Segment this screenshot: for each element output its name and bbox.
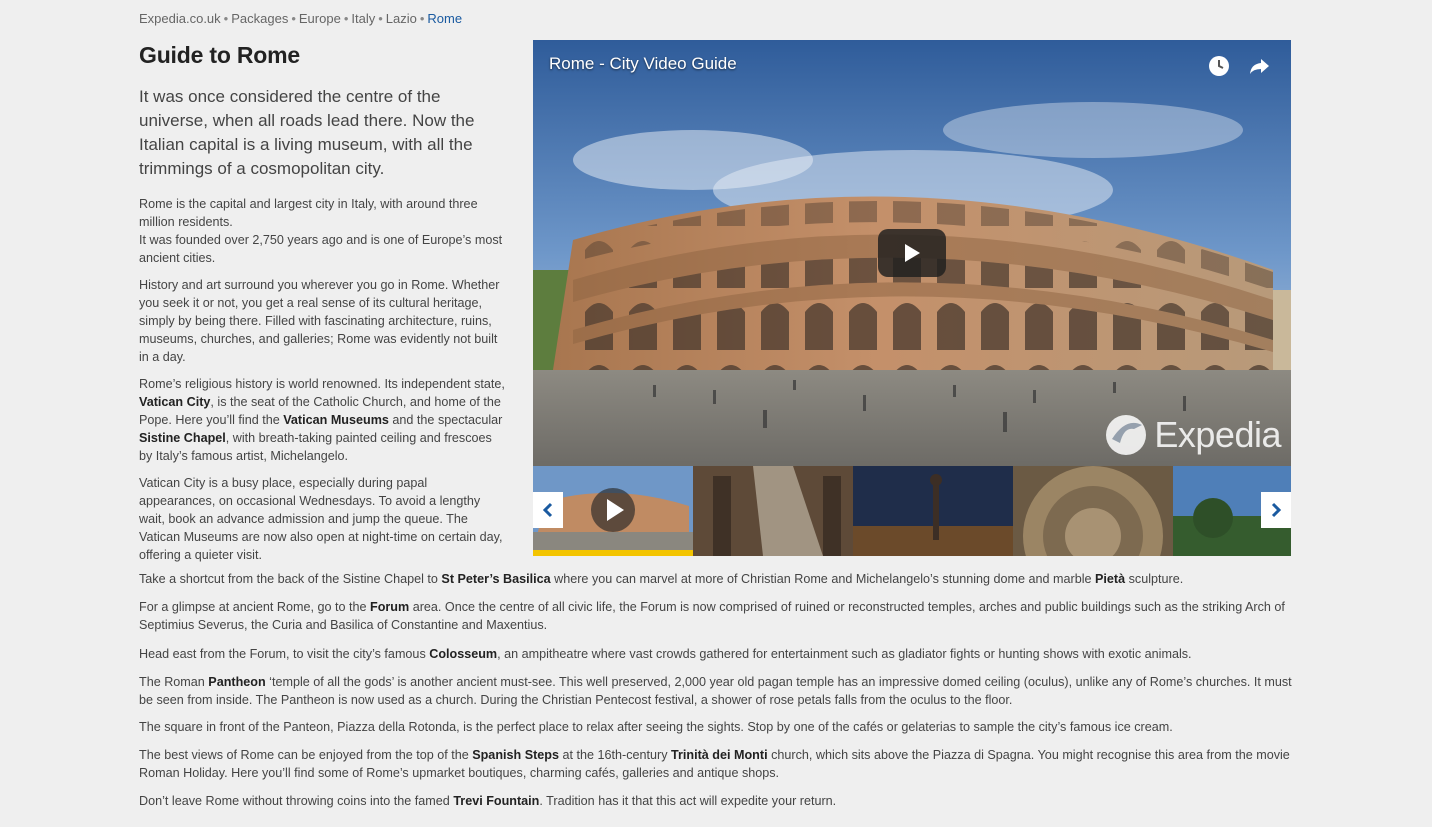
share-icon[interactable] [1247, 54, 1271, 78]
breadcrumb-link-italy[interactable]: Italy [351, 11, 376, 26]
breadcrumb-link-expedia[interactable]: Expedia.co.uk [139, 11, 221, 26]
text-span: Rome’s religious history is world renowned. Its independent state, [139, 377, 505, 391]
paragraph-intro [139, 195, 505, 267]
paragraph-spanish-steps [139, 746, 1294, 782]
paragraph-piazza-rotonda [139, 718, 1294, 736]
paragraph-pantheon [139, 673, 1294, 709]
video-title[interactable]: Rome - City Video Guide [549, 54, 737, 73]
text-span: and the spectacular [388, 413, 503, 427]
brand-logo [1104, 410, 1281, 460]
text-span: sculpture. [1125, 572, 1184, 586]
breadcrumb-separator: • [378, 11, 383, 26]
text-span: For a glimpse at ancient Rome, go to the [139, 600, 371, 614]
paragraph-trevi [139, 792, 1294, 810]
brand-logo-text: Expedia [1154, 414, 1281, 455]
highlight-pantheon: Pantheon [208, 675, 266, 689]
paragraph-st-peters [139, 570, 1294, 588]
paragraph-colosseum [139, 645, 1294, 663]
video-player[interactable] [533, 40, 1291, 466]
highlight-spanish-steps: Spanish Steps [472, 748, 559, 762]
highlight-colosseum: Colosseum [429, 647, 498, 661]
page-title: Guide to Rome [139, 42, 300, 68]
active-indicator [533, 550, 693, 556]
carousel-next-button[interactable] [1261, 492, 1291, 528]
breadcrumb-link-europe[interactable]: Europe [298, 11, 341, 26]
paragraph-vatican-visit: Vatican City is a busy place, especially during papal appearances, on occasional Wednesdays. To avoid a lengthy wait, book an advance admission and jump the queue. The Vatican Museums are now also open at night-time on certain day, offering a quieter visit. [139, 476, 503, 562]
paragraph-line: It was founded over 2,750 years ago and is one of Europe’s most ancient cities. [139, 233, 503, 265]
breadcrumb-current-rome[interactable]: Rome [427, 11, 463, 26]
text-span: Don’t leave Rome without throwing coins into the famed [139, 794, 454, 808]
text-span: The square in front of the Panteon, Piazza della Rotonda, is the perfect place to relax after seeing the sights. Stop by one of the cafés or gelaterias to sample the city’s famous ice cream. [139, 720, 1173, 734]
breadcrumb-separator: • [291, 11, 296, 26]
thumbnail-basilica[interactable] [693, 466, 853, 556]
thumbnail-pantheon[interactable] [1013, 466, 1173, 556]
thumbnail-image [853, 466, 1013, 556]
highlight-vatican-museums: Vatican Museums [283, 413, 389, 427]
text-span: , is the seat of the Catholic Church, and home of the Pope. Here you’ll find the [139, 395, 501, 427]
text-span: , an ampitheatre where vast crowds gathered for entertainment such as gladiator fights or hunting shows with exotic animals. [497, 647, 1192, 661]
text-span: church, which sits above the Piazza di Spagna. You might recognise this area from the movie Roman Holiday. Here you’ll find some of Rome’s upmarket boutiques, charming cafés, galleries and antique shops. [139, 748, 1290, 780]
lead-paragraph: It was once considered the centre of the universe, when all roads lead there. Now the Italian capital is a living museum, with all the trimmings of a cosmopolitan city. [139, 87, 475, 178]
breadcrumb-link-lazio[interactable]: Lazio [385, 11, 417, 26]
text-span: The best views of Rome can be enjoyed from the top of the [139, 748, 473, 762]
highlight-vatican-city: Vatican City [139, 395, 211, 409]
highlight-st-peters-basilica: St Peter’s Basilica [441, 572, 551, 586]
thumbnail-carousel [533, 466, 1291, 556]
highlight-pieta: Pietà [1095, 572, 1126, 586]
text-span: at the 16th-century [559, 748, 672, 762]
thumbnail-image [693, 466, 853, 556]
text-span: where you can marvel at more of Christian Rome and Michelangelo’s stunning dome and marble [550, 572, 1096, 586]
text-span: area. Once the centre of all civic life, the Forum is now comprised of ruined or reconstructed temples, arches and public buildings such as the striking Arch of Septimius Severus, the Curia and Basilica of Constantine and Maxentius. [139, 600, 1285, 632]
breadcrumb-separator: • [419, 11, 425, 26]
clock-icon[interactable] [1207, 54, 1231, 78]
play-button[interactable] [878, 229, 946, 277]
play-icon [591, 488, 635, 532]
text-span: Head east from the Forum, to visit the city’s famous [139, 647, 430, 661]
text-span: , with breath-taking painted ceiling and frescoes by Italy’s famous artist, Michelangelo. [139, 431, 492, 463]
paragraph-history: History and art surround you wherever you go in Rome. Whether you seek it or not, you get a real sense of its cultural heritage, simply by being there. Filled with fascinating architecture, ruins, museums, churches, and galleries; Rome was evidently not built in a day. [139, 278, 500, 364]
text-span: ‘temple of all the gods’ is another ancient must-see. This well preserved, 2,000 year old pagan temple has an impressive domed ceiling (oculus), unlike any of Rome’s churches. It must be seen from inside. The Pantheon is now used as a church. During the Christian Pentecost festival, a shower of rose petals falls from the oculus to the floor. [139, 675, 1292, 707]
globe-icon [1104, 413, 1148, 457]
carousel-prev-button[interactable] [533, 492, 563, 528]
breadcrumb-separator: • [343, 11, 349, 26]
highlight-trevi-fountain: Trevi Fountain [453, 794, 540, 808]
chevron-right-icon [1269, 502, 1283, 518]
text-span: Take a shortcut from the back of the Sistine Chapel to [139, 572, 442, 586]
breadcrumb [139, 11, 462, 26]
paragraph-religion [139, 375, 505, 465]
breadcrumb-link-packages[interactable]: Packages [231, 11, 289, 26]
chevron-left-icon [541, 502, 555, 518]
guide-intro [139, 40, 505, 573]
paragraph-line: Rome is the capital and largest city in Italy, with around three million residents. [139, 197, 478, 229]
paragraph-forum [139, 598, 1294, 634]
highlight-forum: Forum [370, 600, 410, 614]
text-span: The Roman [139, 675, 209, 689]
thumbnail-image [1013, 466, 1173, 556]
highlight-sistine-chapel: Sistine Chapel [139, 431, 226, 445]
thumbnail-night-square[interactable] [853, 466, 1013, 556]
highlight-trinita-dei-monti: Trinità dei Monti [671, 748, 768, 762]
text-span: . Tradition has it that this act will expedite your return. [539, 794, 837, 808]
breadcrumb-separator: • [223, 11, 229, 26]
